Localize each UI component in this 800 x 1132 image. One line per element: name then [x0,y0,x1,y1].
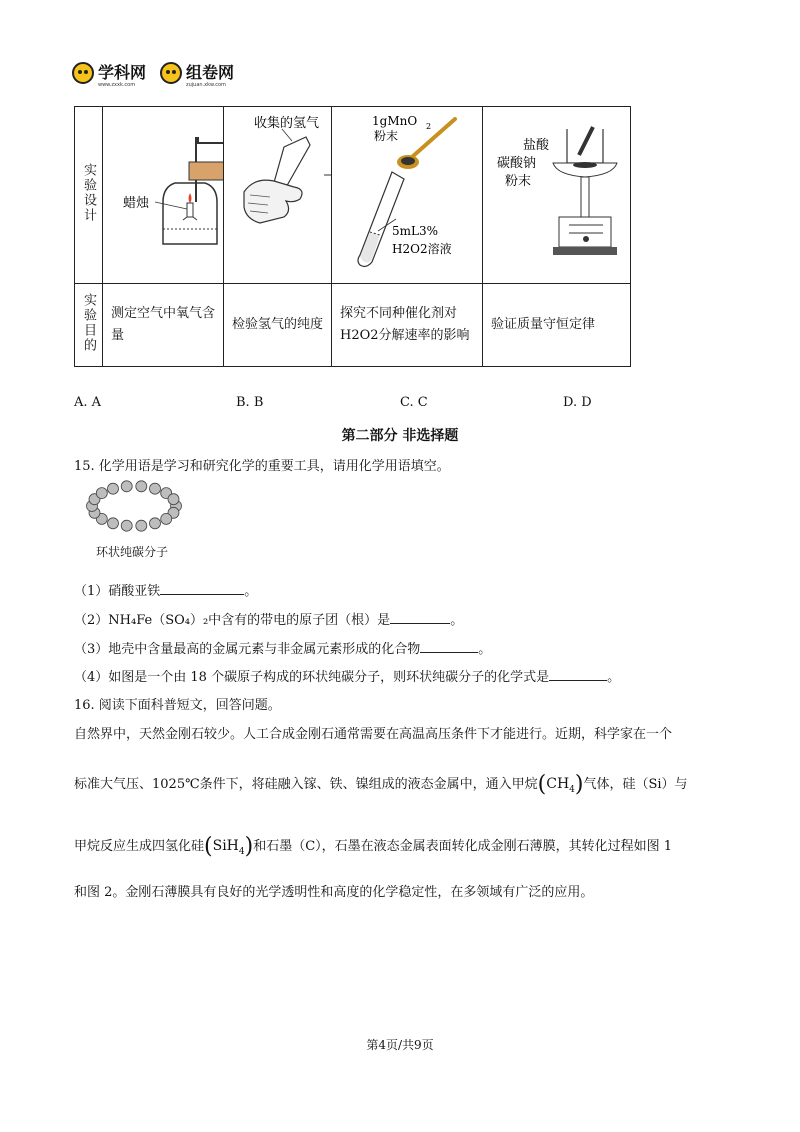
q15-item-2: （2）NH₄Fe（SO₄）₂中含有的带电的原子团（根）是 。 [74,609,463,628]
q16-paragraph-line-1: 自然界中，天然金刚石较少。人工合成金刚石通常需要在高温高压条件下才能进行。近期，科学家在一个 [74,727,673,742]
svg-text:2: 2 [426,122,432,131]
label-hcl: 盐酸 [523,138,550,153]
answer-blank-2[interactable] [390,610,450,624]
figure-balance [483,107,631,284]
q15-item-3: （3）地壳中含量最高的金属元素与非金属元素形成的化合物 。 [74,638,491,657]
formula-sih4: (SiH$_4$) [204,834,254,859]
q16-paragraph-line-3: 甲烷反应生成四氢化硅(SiH$_4$)和石墨（C），石墨在液态金属表面转化成金刚石薄膜，其转化过程如图 1 [74,834,673,859]
row-header-purpose: 实验目的 [75,284,103,367]
experiment-table [74,106,631,367]
option-c[interactable]: C. C [400,395,428,410]
carbon-atom [108,518,119,529]
section-title: 第二部分 非选择题 [341,428,459,444]
option-b[interactable]: B. B [236,395,264,410]
option-a[interactable]: A. A [74,395,102,410]
label-h2o2-solution: H2O2溶液 [392,242,452,256]
label-powder: 粉末 [374,129,399,143]
formula-ch4: $(CH_4)$ [537,772,584,797]
carbon-atom [136,520,147,531]
label-candle: 蜡烛 [123,196,150,211]
mascot-icon [160,62,182,84]
carbon-atom [161,513,172,524]
answer-blank-1[interactable] [160,581,244,595]
page-footer: 第4页/共9页 [366,1038,434,1052]
carbon-ring-figure [84,480,184,532]
q16-stem: 16. 阅读下面科普短文，回答问题。 [74,698,281,713]
answer-blank-3[interactable] [420,639,478,653]
label-na2co3-powder: 粉末 [505,174,532,189]
carbon-atom [121,520,132,531]
q15-item-1: （1）硝酸亚铁 。 [74,580,257,599]
logo-zxxk: 学科网 www.zxxk.com [72,60,146,86]
purpose-d: 验证质量守恒定律 [483,284,631,367]
carbon-atom [168,494,179,505]
option-d[interactable]: D. D [563,395,592,410]
q16-paragraph-line-4: 和图 2。金刚石薄膜具有良好的光学透明性和高度的化学稳定性，在多领域有广泛的应用。 [74,885,594,900]
carbon-atom [96,488,107,499]
purpose-b: 检验氢气的纯度 [224,284,332,367]
label-mno2: 1gMnO [372,114,418,128]
carbon-atom [108,483,119,494]
label-hydrogen: 收集的氢气 [254,116,320,131]
q16-paragraph-line-2: 标准大气压、1025℃条件下，将硅融入镓、铁、镍组成的液态金属中，通入甲烷$(CH_4)$气体，硅（Si）与 [74,772,688,797]
figure-candle-bottle [103,107,224,284]
figure-hydrogen-test [224,107,332,284]
label-na2co3: 碳酸钠 [497,156,537,171]
mascot-icon [72,62,94,84]
logo-zujuan: 组卷网 zujuan.xkw.com [160,60,234,86]
answer-blank-4[interactable] [549,667,607,681]
q15-item-4: （4）如图是一个由 18 个碳原子构成的环状纯碳分子，则环状纯碳分子的化学式是 。 [74,666,620,685]
q15-stem: 15. 化学用语是学习和研究化学的重要工具，请用化学用语填空。 [74,459,450,474]
purpose-a: 测定空气中氧气含量 [103,284,224,367]
carbon-atom [136,481,147,492]
carbon-atom [150,483,161,494]
row-header-design: 实验设计 [75,107,103,284]
purpose-c: 探究不同种催化剂对H2O2分解速率的影响 [332,284,483,367]
label-h2o2: 5mL3% [392,224,439,238]
q15-figure-caption: 环状纯碳分子 [96,545,169,559]
carbon-atom [121,481,132,492]
carbon-atom [150,518,161,529]
figure-catalyst-test [332,107,483,284]
